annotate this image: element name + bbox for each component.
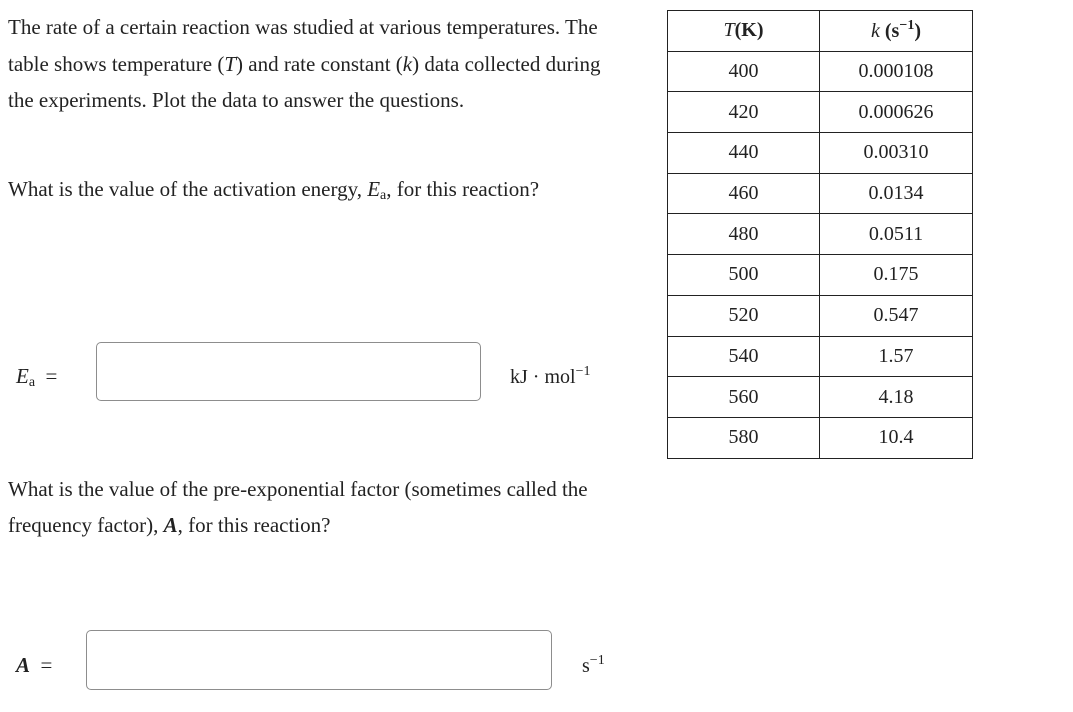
intro-text-2: ) and rate constant (	[236, 51, 403, 76]
temperature-cell: 500	[668, 255, 820, 296]
table-row	[668, 255, 973, 296]
temperature-cell: 520	[668, 295, 820, 336]
header-k-unit-close: )	[914, 20, 921, 43]
ea-equals-sign: =	[45, 364, 58, 388]
temperature-symbol: T	[224, 51, 237, 76]
rate-constant-cell: 0.0134	[820, 173, 973, 214]
temperature-cell: 540	[668, 336, 820, 377]
ea-field-label	[16, 364, 57, 391]
header-rate-constant	[820, 11, 973, 52]
problem-intro	[8, 9, 618, 119]
a-question-text-1: What is the value of the pre-exponential factor (sometimes called the frequency factor),	[8, 477, 588, 537]
table-header-row	[668, 11, 973, 52]
rate-constant-cell: 0.000626	[820, 92, 973, 133]
ea-question-symbol: E	[367, 177, 381, 201]
ea-question-text-1: What is the value of the activation energy,	[8, 177, 368, 201]
header-t-symbol: T	[723, 19, 735, 42]
header-temperature	[668, 11, 820, 52]
rate-constant-cell: 4.18	[820, 377, 973, 418]
ea-question-subscript: a	[380, 188, 387, 203]
table-row	[668, 173, 973, 214]
a-field-label	[16, 653, 52, 678]
temperature-cell: 480	[668, 214, 820, 255]
temperature-cell: 400	[668, 51, 820, 92]
rate-constant-cell: 0.547	[820, 295, 973, 336]
activation-energy-question	[8, 171, 568, 214]
header-k-unit-superscript: −1	[899, 18, 915, 34]
rate-constant-cell: 10.4	[820, 417, 973, 458]
intro-text-1: The rate of a certain reaction was studied at various temperatures. The table shows temperature (	[8, 15, 598, 76]
header-k-unit-open: (s	[884, 20, 900, 43]
ea-question-text-2: , for this reaction?	[386, 177, 540, 201]
temperature-cell: 440	[668, 133, 820, 174]
temperature-cell: 560	[668, 377, 820, 418]
rate-constant-cell: 1.57	[820, 336, 973, 377]
temperature-rate-table	[667, 10, 973, 459]
a-equals-sign: =	[40, 653, 53, 677]
table-row	[668, 336, 973, 377]
activation-energy-input[interactable]	[96, 342, 481, 401]
rate-constant-cell: 0.000108	[820, 51, 973, 92]
header-t-unit: (K)	[734, 19, 764, 42]
table-row	[668, 92, 973, 133]
temperature-cell: 580	[668, 417, 820, 458]
a-unit-main: s	[582, 655, 590, 677]
rate-constant-cell: 0.175	[820, 255, 973, 296]
ea-label-symbol: E	[16, 364, 29, 388]
a-label-symbol: A	[16, 653, 31, 677]
rate-constant-cell: 0.00310	[820, 133, 973, 174]
table-row	[668, 295, 973, 336]
a-question-text-2: , for this reaction?	[177, 513, 331, 537]
a-unit	[582, 653, 605, 678]
a-unit-superscript: −1	[589, 653, 605, 668]
ea-label-subscript: a	[28, 375, 36, 390]
rate-constant-cell: 0.0511	[820, 214, 973, 255]
table-row	[668, 133, 973, 174]
pre-exponential-factor-input[interactable]	[86, 630, 552, 690]
ea-unit-superscript: −1	[575, 364, 591, 379]
table-row	[668, 417, 973, 458]
ea-unit	[510, 364, 590, 389]
table-row	[668, 377, 973, 418]
a-question-symbol: A	[163, 513, 178, 537]
temperature-cell: 460	[668, 173, 820, 214]
table-row	[668, 51, 973, 92]
rate-constant-symbol: k	[402, 51, 413, 76]
header-k-symbol: k	[871, 20, 880, 43]
table-row	[668, 214, 973, 255]
pre-exponential-factor-question	[8, 471, 628, 543]
ea-unit-main: kJ · mol	[510, 366, 576, 388]
temperature-cell: 420	[668, 92, 820, 133]
intro-text-3: ) data collected during the experiments. Plot the data to answer the questions.	[8, 51, 601, 112]
